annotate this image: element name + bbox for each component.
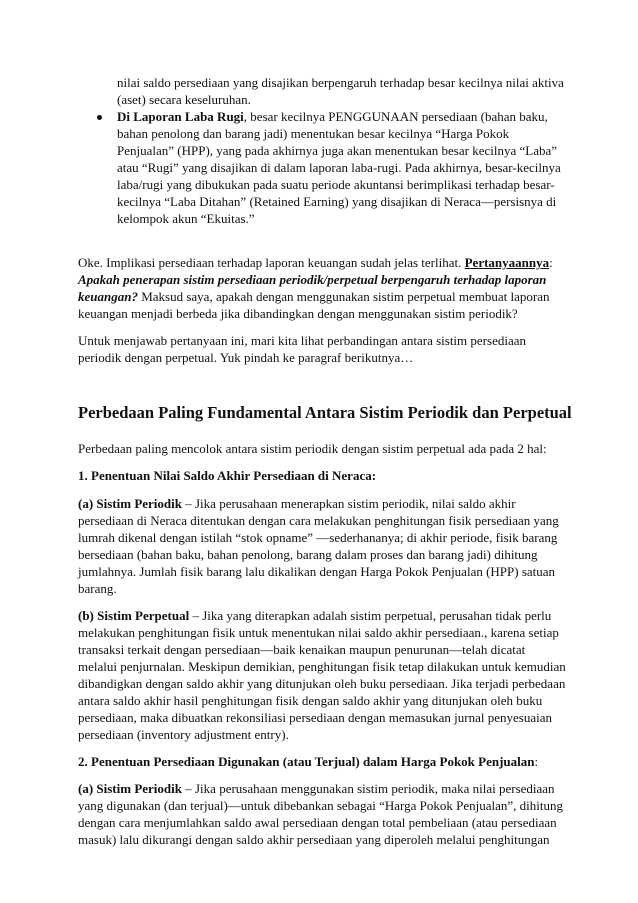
bullet-laba-rugi-line: laba/rugi yang dibukukan pada suatu periode akuntansi berimplikasi terhadap besar- xyxy=(117,177,555,192)
para-a1-first-rest: – Jika perusahaan menerapkan sistim periodik, nilai saldo akhir xyxy=(182,496,516,511)
para-b1-first-rest: – Jika yang diterapkan adalah sistim perpetual, perusahan tidak perlu xyxy=(189,608,552,623)
para-b1-line-1 xyxy=(78,608,551,624)
bullet-laba-rugi-line: atau “Rugi” yang disajikan di dalam laporan laba-rugi. Pada akhirnya, besar-kecilnya xyxy=(117,160,561,175)
bullet-laba-rugi-line: kecilnya “Laba Ditahan” (Retained Earning) yang disajikan di Neraca—persisnya di xyxy=(117,194,557,209)
continuation-line-2: (aset) secara keseluruhan. xyxy=(117,92,251,107)
para-a1-line: barang. xyxy=(78,581,117,596)
pertanyaannya-link[interactable]: Pertanyaannya xyxy=(464,255,550,270)
section-intro: Perbedaan paling mencolok antara sistim periodik dengan sistim perpetual ada pada 2 hal: xyxy=(78,441,547,456)
intro-colon: : xyxy=(549,255,553,270)
transition-line-2: periodik dengan perpetual. Yuk pindah ke paragraf berikutnya… xyxy=(78,350,414,365)
section-title: Perbedaan Paling Fundamental Antara Sistim Periodik dan Perpetual xyxy=(78,403,572,422)
question-line-1: Apakah penerapan sistim persediaan periodik/perpetual berpengaruh terhadap laporan xyxy=(78,272,547,287)
para-a2-line: masuk) lalu dikurangi dengan saldo akhir persediaan yang diperoleh melalui penghitungan xyxy=(78,832,550,847)
para-a2-line: yang digunakan (dan terjual)—untuk dibebankan sebagai “Harga Pokok Penjualan”, dihitung xyxy=(78,798,563,813)
intro-text: Oke. Implikasi persediaan terhadap laporan keuangan sudah jelas terlihat. xyxy=(78,255,465,270)
para-b1-line: transaksi terkait dengan persediaan—baik kenaikan maupun penurunan—telah dicatat xyxy=(78,642,526,657)
para-a1-line: lumrah dikenal dengan istilah “stok opname” —sederhananya; di akhir periode, fisik barang xyxy=(78,530,558,545)
heading-2-colon: : xyxy=(534,754,539,769)
bullet-laba-rugi-line: kelompok akun “Ekuitas.” xyxy=(117,211,255,226)
bullet-laba-rugi-label: Di Laporan Laba Rugi xyxy=(117,109,244,124)
question-line-2 xyxy=(78,289,550,305)
question-keuangan: keuangan? xyxy=(78,289,138,304)
bullet-laba-rugi-first-rest: , besar kecilnya PENGGUNAAN persediaan (bahan baku, xyxy=(243,109,548,124)
bullet-laba-rugi-line: Penjualan” (HPP), yang pada akhirnya juga akan menentukan besar kecilnya “Laba” xyxy=(117,143,558,158)
para-b1-line: antara saldo akhir hasil penghitungan fisik dengan saldo akhir yang ditunjukan oleh buku xyxy=(78,693,543,708)
bullet-icon xyxy=(97,115,102,120)
para-b1-line: melakukan penghitungan fisik untuk menentukan nilai saldo akhir persediaan., karena setiap xyxy=(78,625,559,640)
para-b1-label: (b) Sistim Perpetual xyxy=(78,608,190,623)
para-a2-line: dengan cara menjumlahkan saldo awal persediaan dengan total pembeliaan (atau persediaan xyxy=(78,815,557,830)
question-rest: Maksud saya, apakah dengan menggunakan sistim perpetual membuat laporan xyxy=(137,289,550,304)
bullet-laba-rugi-line-1 xyxy=(117,109,548,125)
para-a2-first-rest: – Jika perusahaan menggunakan sistim periodik, maka nilai persediaan xyxy=(182,781,555,796)
heading-2-text: 2. Penentuan Persediaan Digunakan (atau Terjual) dalam Harga Pokok Penjualan xyxy=(78,754,535,769)
para-a2-label: (a) Sistim Periodik xyxy=(78,781,182,796)
heading-2 xyxy=(78,754,538,770)
para-b1-line: dibandigkan dengan saldo akhir yang ditunjukan oleh buku persediaan. Jika terjadi perbedaan xyxy=(78,676,566,691)
para-a1-line-1 xyxy=(78,496,516,512)
heading-1: 1. Penentuan Nilai Saldo Akhir Persediaan di Neraca: xyxy=(78,468,377,483)
bullet-laba-rugi-line: bahan penolong dan barang jadi) menentukan besar kecilnya “Harga Pokok xyxy=(117,126,510,141)
para-a1-label: (a) Sistim Periodik xyxy=(78,496,182,511)
para-b1-line: melalui penjurnalan. Meskipun demikian, penghitungan fisik tetap dilakukan untuk kemudian xyxy=(78,659,566,674)
intro-line-4: keuangan menjadi berbeda jika dibandingkan dengan menggunakan sistim periodik? xyxy=(78,306,518,321)
para-a1-line: persediaan di Neraca ditentukan dengan cara melakukan penghitungan fisik persediaan yang xyxy=(78,513,559,528)
para-b1-line: persediaan, maka dibuatkan rekonsiliasi persediaan dengan memasukan jurnal penyesuaian xyxy=(78,710,552,725)
para-a2-line-1 xyxy=(78,781,555,797)
para-a1-line: jumlahnya. Jumlah fisik barang lalu dikalikan dengan Harga Pokok Penjualan (HPP) satuan xyxy=(78,564,556,579)
intro-line-1 xyxy=(78,255,553,271)
continuation-line-1: nilai saldo persediaan yang disajikan berpengaruh terhadap besar kecilnya nilai aktiva xyxy=(117,75,564,90)
para-a1-line: bersediaan (bahan baku, bahan penolong, barang dalam proses dan barang jadi) dihitung xyxy=(78,547,538,562)
transition-line-1: Untuk menjawab pertanyaan ini, mari kita lihat perbandingan antara sistim persediaan xyxy=(78,333,526,348)
para-b1-line: persediaan (inventory adjustment entry). xyxy=(78,727,289,742)
